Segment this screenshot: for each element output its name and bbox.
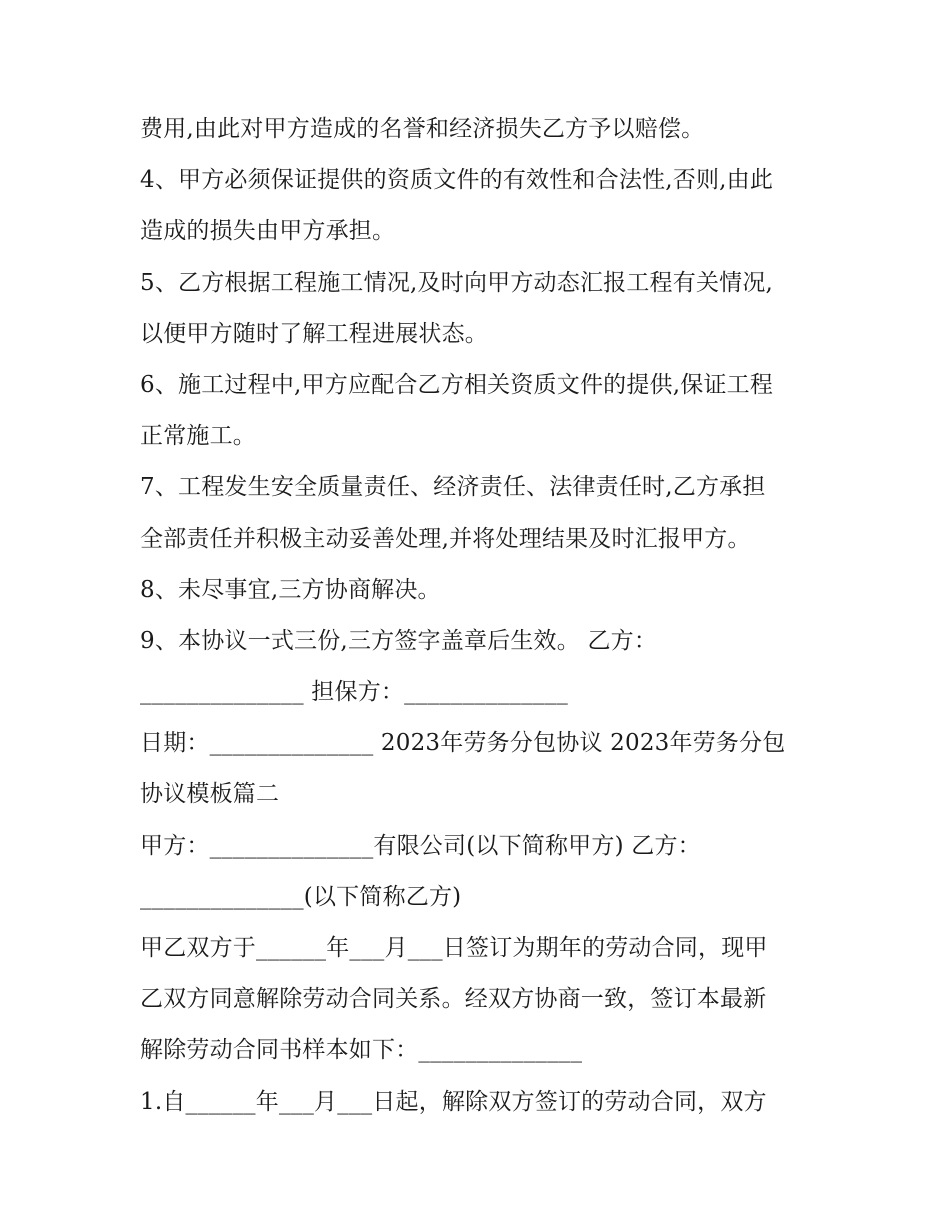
text-line-2: 4、甲方必须保证提供的资质文件的有效性和合法性,否则,由此 — [140, 167, 774, 194]
text-line-9: 全部责任并积极主动妥善处理,并将处理结果及时汇报甲方。 — [140, 525, 751, 552]
text-line-3: 造成的损失由甲方承担。 — [140, 218, 396, 245]
text-line-17: 甲乙双方于______年___月___日签订为期年的劳动合同，现甲 — [140, 935, 768, 961]
text-line-11: 9、本协议一式三份,三方签字盖章后生效。 乙方： — [140, 627, 658, 654]
text-line-8: 7、工程发生安全质量责任、经济责任、法律责任时,乙方承担 — [140, 474, 766, 501]
signature-line: ______________ 担保方：______________ — [140, 679, 568, 706]
party-b-line: ______________(以下简称乙方) — [140, 883, 462, 910]
document-page — [140, 104, 830, 1128]
text-line-5: 以便甲方随时了解工程进展状态。 — [140, 320, 488, 347]
text-line-10: 8、未尽事宜,三方协商解决。 — [140, 576, 441, 603]
text-line-4: 5、乙方根据工程施工情况,及时向甲方动态汇报工程有关情况, — [140, 269, 774, 296]
party-a-line: 甲方：______________有限公司(以下简称甲方) 乙方： — [140, 832, 701, 859]
text-line-20: 1.自______年___月___日起，解除双方签订的劳动合同，双方 — [140, 1088, 767, 1115]
text-line-19: 解除劳动合同书样本如下：______________ — [140, 1037, 583, 1064]
text-line-1: 费用,由此对甲方造成的名誉和经济损失乙方予以赔偿。 — [140, 116, 705, 142]
text-line-6: 6、施工过程中,甲方应配合乙方相关资质文件的提供,保证工程 — [140, 371, 774, 398]
section-title-line: 协议模板篇二 — [140, 781, 280, 808]
text-line-18: 乙双方同意解除劳动合同关系。经双方协商一致，签订本最新 — [140, 986, 767, 1013]
text-line-7: 正常施工。 — [140, 423, 256, 450]
date-line: 日期：______________ 2023年劳务分包协议 2023年劳务分包 — [140, 730, 786, 757]
